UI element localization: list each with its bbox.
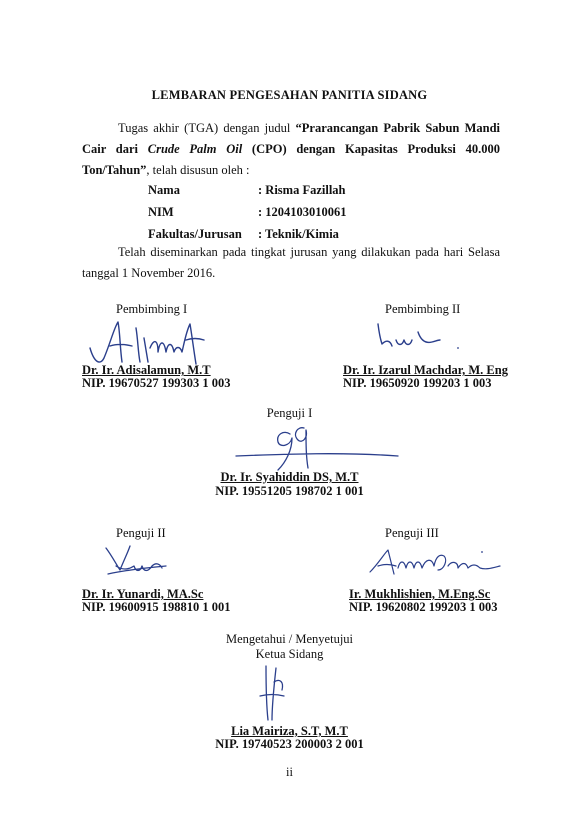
intro-paragraph xyxy=(82,118,500,181)
identity-label: Fakultas/Jurusan xyxy=(148,226,242,241)
penguji2-name: Dr. Ir. Yunardi, MA.Sc xyxy=(82,587,204,601)
thesis-title-a: “Prarancangan Pabrik Sabun Mandi Cair dari xyxy=(82,121,500,156)
pembimbing2-signature xyxy=(372,318,472,358)
pembimbing2-nip: NIP. 19650920 199203 1 003 xyxy=(343,376,492,390)
identity-value: : Risma Fazillah xyxy=(258,182,346,197)
penguji3-signature xyxy=(364,542,504,586)
identity-row xyxy=(148,201,347,223)
penguji1-role: Penguji I xyxy=(266,406,313,420)
penguji3-role: Penguji III xyxy=(385,526,439,540)
ketua-signature xyxy=(252,662,298,724)
pembimbing1-role: Pembimbing I xyxy=(116,302,188,316)
intro-text-2: , telah disusun oleh : xyxy=(146,163,250,177)
pembimbing1-name: Dr. Ir. Adisalamun, M.T xyxy=(82,363,211,377)
penguji3-name: Ir. Mukhlishien, M.Eng.Sc xyxy=(349,587,491,601)
seminar-text: Telah diseminarkan pada tingkat jurusan yang dilakukan pada hari Selasa tanggal 1 November 2016. xyxy=(82,245,500,280)
identity-value: : 1204103010061 xyxy=(258,204,347,219)
thesis-title-italic: Crude Palm Oil xyxy=(147,142,243,156)
pembimbing1-nip: NIP. 19670527 199303 1 003 xyxy=(82,376,231,390)
pembimbing2-role: Pembimbing II xyxy=(385,302,461,316)
identity-table xyxy=(148,179,347,245)
page-number: ii xyxy=(286,765,293,779)
seminar-paragraph xyxy=(82,242,500,284)
penguji1-nip: NIP. 19551205 198702 1 001 xyxy=(215,484,364,498)
penguji2-role: Penguji II xyxy=(116,526,166,540)
thesis-title-b: (CPO) dengan Kapasitas Produksi 40.000 Ton/Tahun” xyxy=(82,142,500,177)
identity-value: : Teknik/Kimia xyxy=(258,226,339,241)
penguji2-signature xyxy=(100,540,180,586)
penguji1-signature xyxy=(226,412,406,474)
penguji2-nip: NIP. 19600915 198810 1 001 xyxy=(82,600,231,614)
penguji1-name: Dr. Ir. Syahiddin DS, M.T xyxy=(220,470,359,484)
page-title: LEMBARAN PENGESAHAN PANITIA SIDANG xyxy=(151,88,428,102)
identity-label: NIM xyxy=(148,204,174,219)
penguji3-nip: NIP. 19620802 199203 1 003 xyxy=(349,600,498,614)
identity-row xyxy=(148,179,347,201)
ketua-approval-label: Mengetahui / Menyetujui xyxy=(225,632,354,646)
pembimbing2-name: Dr. Ir. Izarul Machdar, M. Eng xyxy=(343,363,508,377)
ketua-nip: NIP. 19740523 200003 2 001 xyxy=(215,737,364,751)
ketua-name: Lia Mairiza, S.T, M.T xyxy=(231,724,348,738)
identity-label: Nama xyxy=(148,182,180,197)
intro-text-1: Tugas akhir (TGA) dengan judul xyxy=(118,121,296,135)
ketua-role: Ketua Sidang xyxy=(255,647,324,661)
